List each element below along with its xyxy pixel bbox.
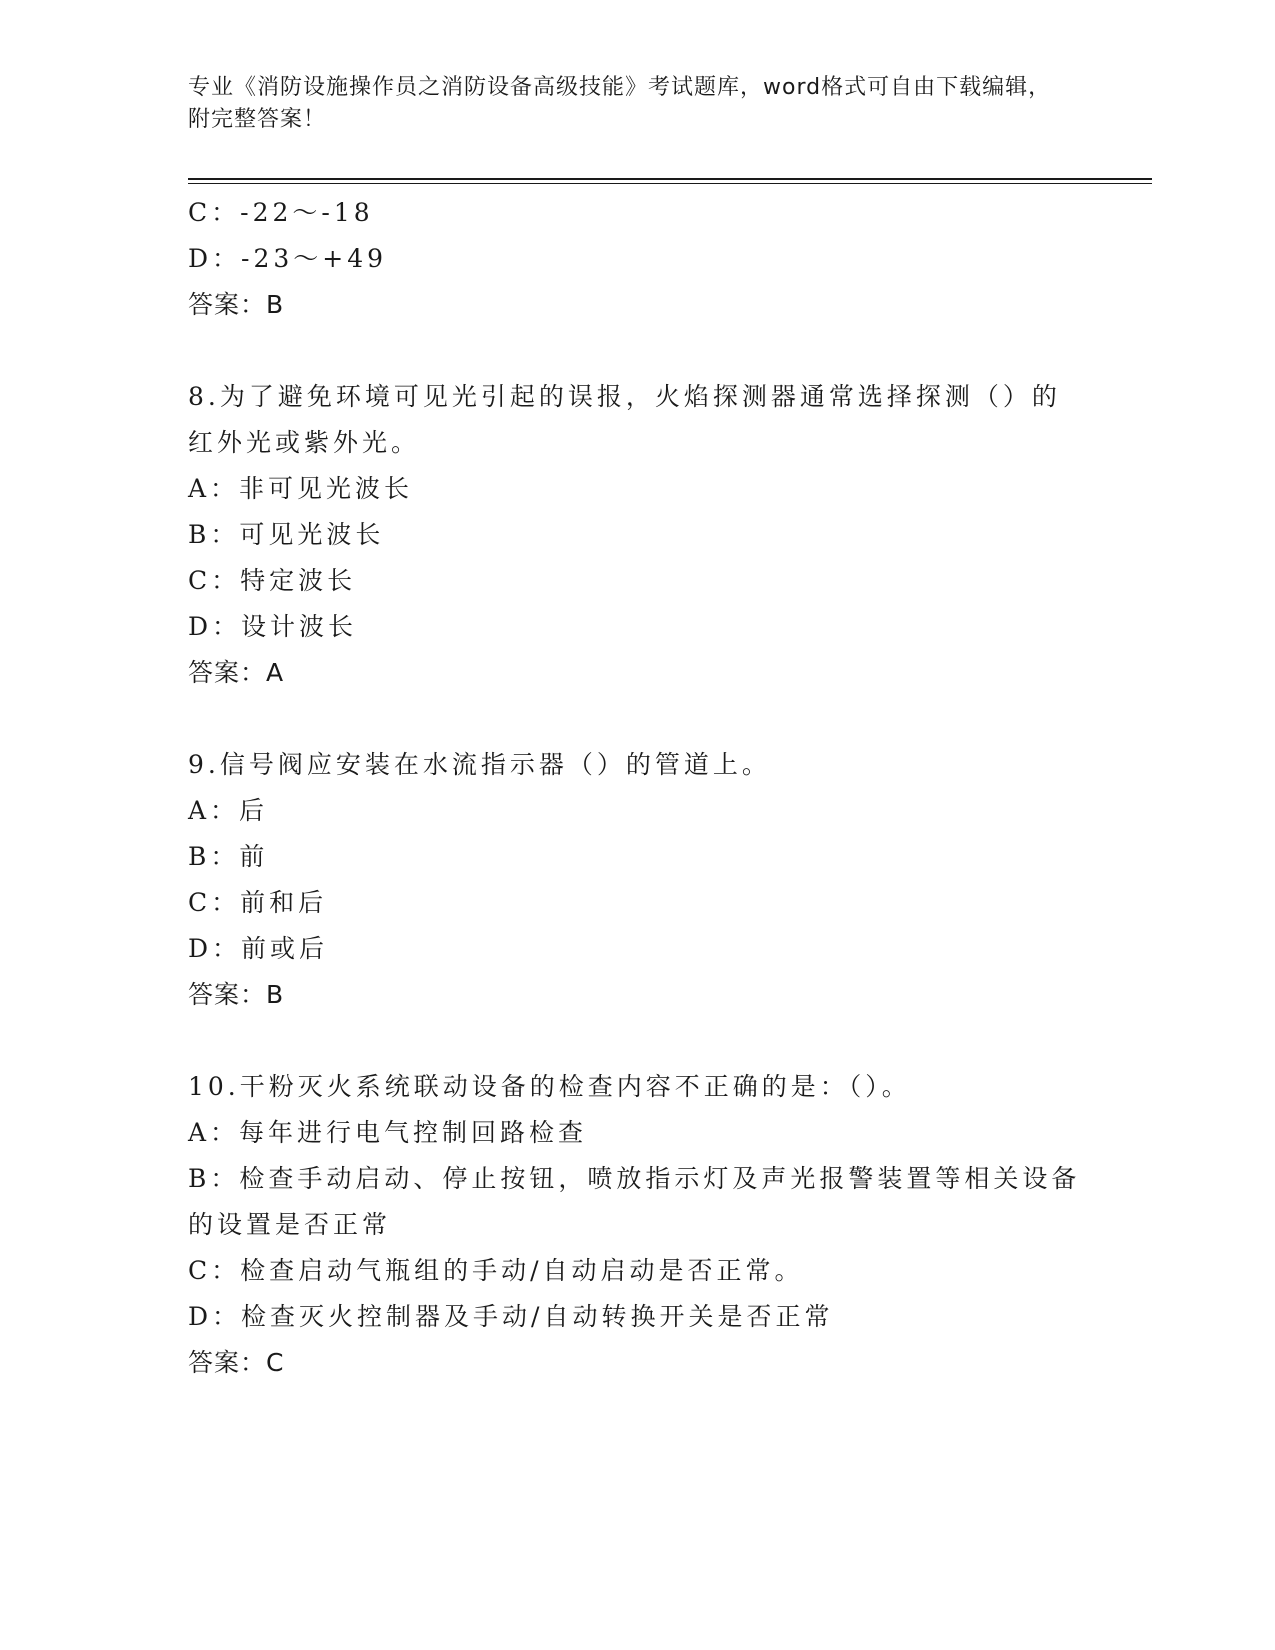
question-spacer: [188, 1018, 1088, 1064]
option-d: D：-23～+49: [188, 244, 388, 273]
question-spacer: [188, 696, 1088, 742]
question-stem: 8.为了避免环境可见光引起的误报，火焰探测器通常选择探测（）的红外光或紫外光。: [188, 382, 1061, 457]
header-divider-secondary: [188, 183, 1152, 184]
option-c: C：特定波长: [188, 566, 357, 595]
question-list: [188, 190, 1088, 1386]
document-header: 专业《消防设施操作员之消防设备高级技能》考试题库，word格式可自由下载编辑，附完整答案！: [188, 75, 1052, 132]
option-a: A：非可见光波长: [188, 474, 414, 503]
option-b: B：可见光波长: [188, 520, 385, 549]
question-stem: 9.信号阀应安装在水流指示器（）的管道上。: [188, 750, 771, 779]
answer: 答案：C: [188, 1348, 285, 1377]
question-7: [188, 190, 1088, 328]
question-spacer: [188, 328, 1088, 374]
question-9: [188, 742, 1088, 1018]
option-d: D：检查灭火控制器及手动/自动转换开关是否正常: [188, 1302, 834, 1331]
option-a: A：后: [188, 796, 269, 825]
option-c: C：-22～-18: [188, 198, 374, 227]
question-8: [188, 374, 1088, 696]
option-d: D：设计波长: [188, 612, 358, 641]
option-b: B：前: [188, 842, 269, 871]
option-b: B：检查手动启动、停止按钮，喷放指示灯及声光报警装置等相关设备的设置是否正常: [188, 1164, 1081, 1239]
question-10: [188, 1064, 1088, 1386]
option-c: C：前和后: [188, 888, 328, 917]
header-divider: [188, 178, 1152, 180]
option-d: D：前或后: [188, 934, 329, 963]
option-c: C：检查启动气瓶组的手动/自动启动是否正常。: [188, 1256, 804, 1285]
option-a: A：每年进行电气控制回路检查: [188, 1118, 588, 1147]
question-stem: 10.干粉灭火系统联动设备的检查内容不正确的是：（）。: [188, 1072, 911, 1101]
answer: 答案：A: [188, 658, 285, 687]
answer: 答案：B: [188, 980, 285, 1009]
answer: 答案：B: [188, 290, 285, 319]
